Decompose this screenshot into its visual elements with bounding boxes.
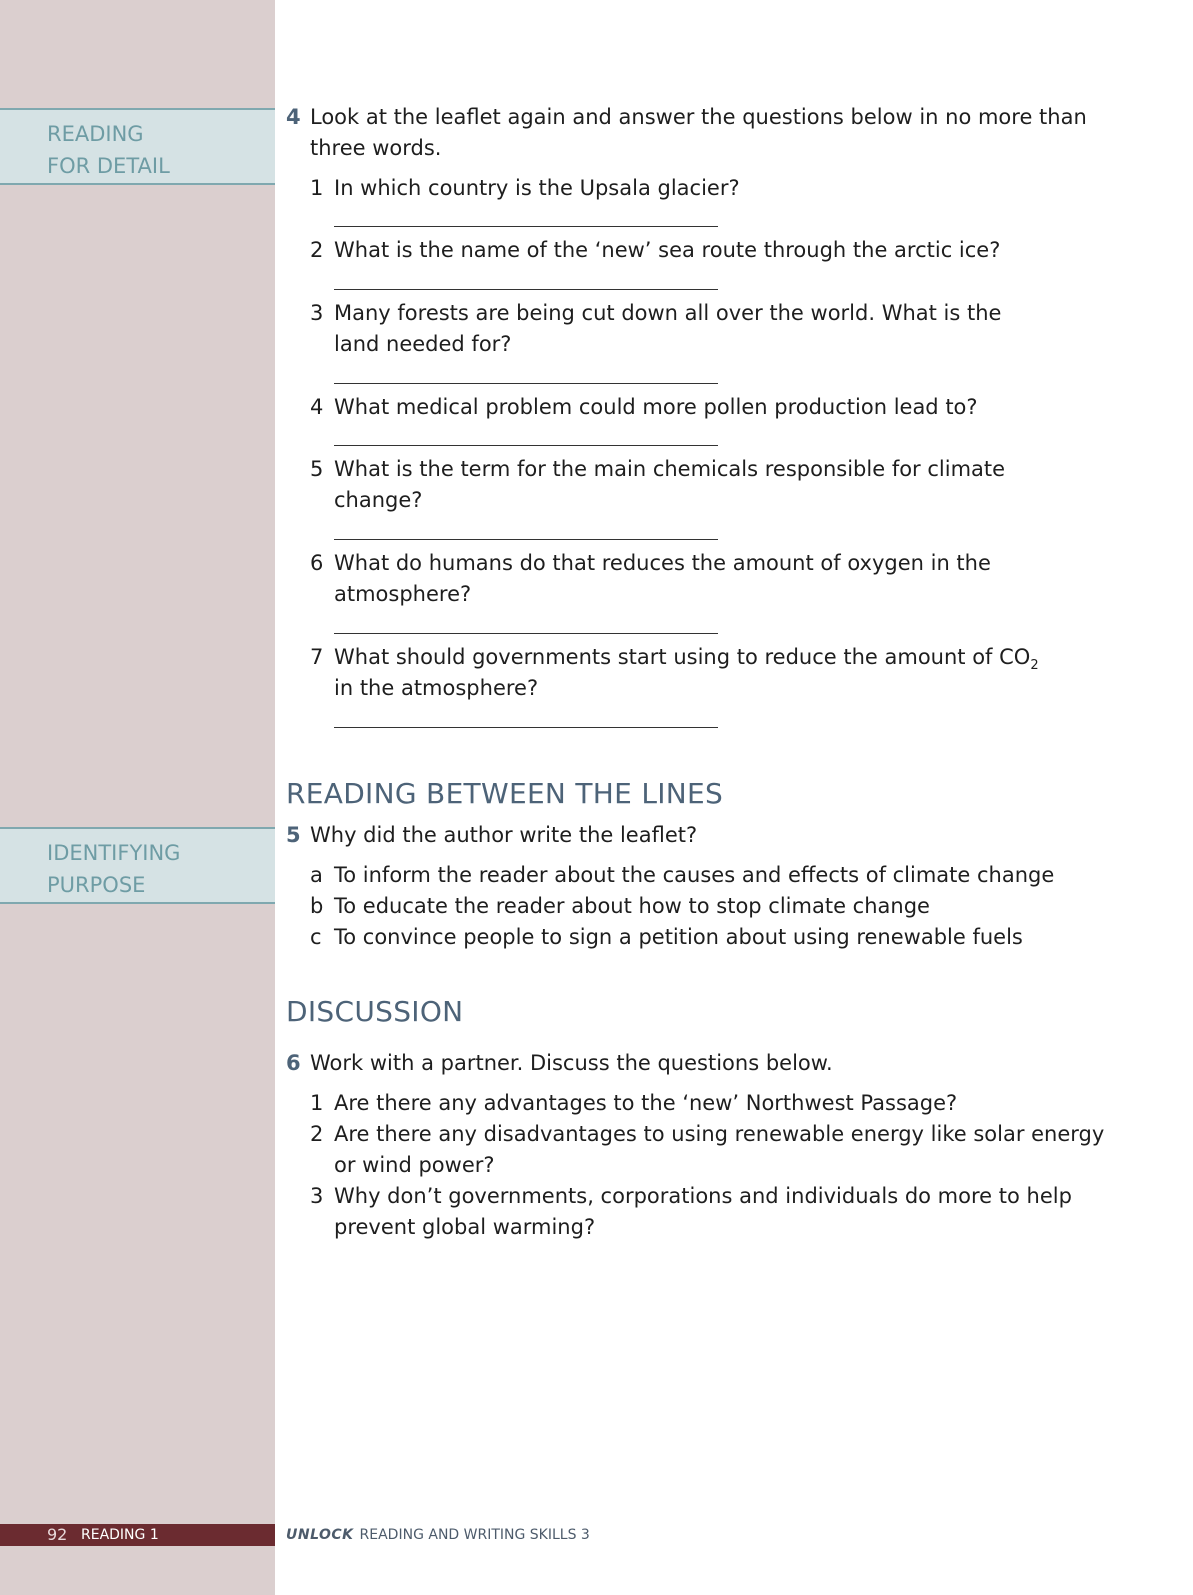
question-number: 5 [310,457,324,481]
question-text: Are there any advantages to the ‘new’ Northwest Passage? [334,1091,958,1115]
brand-logo: UNLOCK [286,1527,354,1543]
option-text: To convince people to sign a petition about using renewable fuels [334,925,1023,949]
question-number: 7 [310,645,324,669]
question-text: What is the name of the ‘new’ sea route through the arctic ice? [334,238,1001,262]
skill-label-line: FOR DETAIL [47,154,170,178]
section-heading-reading-between-lines: READING BETWEEN THE LINES [286,777,724,810]
section-heading-discussion: DISCUSSION [286,995,464,1028]
exercise-number: 4 [286,105,301,129]
answer-line[interactable] [334,633,718,634]
page-number: 92 [47,1525,68,1544]
question-number: 3 [310,301,324,325]
skill-label-line: READING [47,122,144,146]
skill-label-line: PURPOSE [47,873,146,897]
answer-line[interactable] [334,383,718,384]
question-number: 6 [310,551,324,575]
question-text: Are there any disadvantages to using renewable energy like solar energy [334,1122,1105,1146]
question-text: atmosphere? [334,582,472,606]
question-text: or wind power? [334,1153,495,1177]
question-number: 4 [310,395,324,419]
exercise-number: 6 [286,1051,301,1075]
question-text: land needed for? [334,332,512,356]
answer-line[interactable] [334,445,718,446]
question-text: change? [334,488,423,512]
answer-line[interactable] [334,289,718,290]
book-title: READING AND WRITING SKILLS 3 [359,1527,590,1543]
question-number: 3 [310,1184,324,1208]
option-text: To inform the reader about the causes and effects of climate change [334,863,1055,887]
question-number: 2 [310,238,324,262]
exercise-instruction: three words. [310,136,442,160]
question-text: prevent global warming? [334,1215,596,1239]
question-text: in the atmosphere? [334,676,539,700]
question-number: 2 [310,1122,324,1146]
footer-section-label: READING 1 [81,1527,159,1543]
question-text: What do humans do that reduces the amount of oxygen in the [334,551,991,575]
left-sidebar [0,0,275,1595]
option-letter: b [310,894,324,918]
question-text-part: What should governments start using to reduce the amount of CO [334,645,1031,669]
skill-label-identifying-purpose [0,827,275,904]
question-text: Many forests are being cut down all over the world. What is the [334,301,1002,325]
option-letter: c [310,925,322,949]
subscript: 2 [1030,658,1039,673]
question-text: What is the term for the main chemicals responsible for climate [334,457,1006,481]
question-number: 1 [310,1091,324,1115]
question-number: 1 [310,176,324,200]
answer-line[interactable] [334,539,718,540]
exercise-instruction: Look at the leaflet again and answer the questions below in no more than [310,105,1087,129]
exercise-instruction: Why did the author write the leaflet? [310,823,698,847]
exercise-number: 5 [286,823,301,847]
question-text: What medical problem could more pollen production lead to? [334,395,978,419]
option-text: To educate the reader about how to stop climate change [334,894,930,918]
question-text: Why don’t governments, corporations and individuals do more to help [334,1184,1072,1208]
footer-book-title [286,1524,590,1546]
question-text: In which country is the Upsala glacier? [334,176,740,200]
option-letter: a [310,863,323,887]
skill-label-line: IDENTIFYING [47,841,181,865]
exercise-instruction: Work with a partner. Discuss the questions below. [310,1051,833,1075]
answer-line[interactable] [334,727,718,728]
footer-section-bar [0,1524,275,1546]
skill-label-reading-for-detail [0,108,275,185]
answer-line[interactable] [334,226,718,227]
